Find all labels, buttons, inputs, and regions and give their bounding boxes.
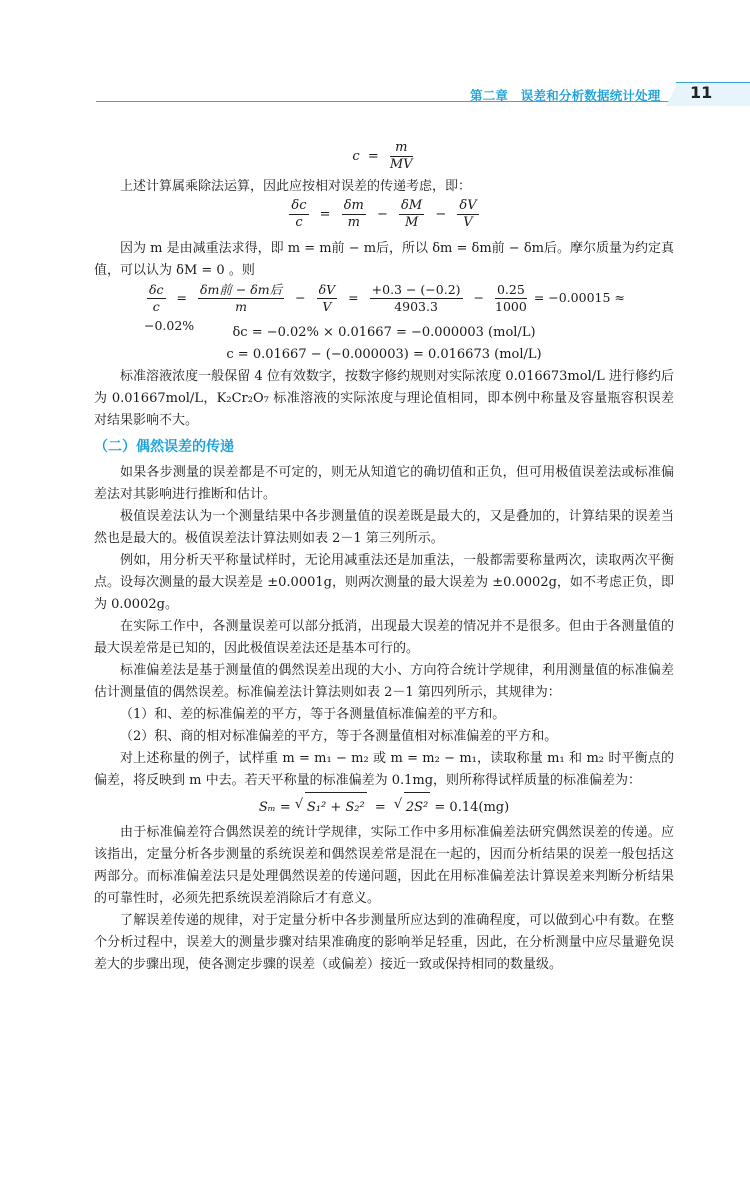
eq6-lhs: Sₘ = (258, 800, 291, 815)
paragraph-4: 如果各步测量的误差都是不可定的，则无从知道它的确切值和正负，但可用极值误差法或标准偏差法对其影响进行推断和估计。 (94, 465, 674, 502)
equation-delta-c: δc = −0.02% × 0.01667 = −0.000003 (mol/L) (232, 325, 536, 340)
eq3-minus-1: − (295, 290, 306, 305)
eq6-result: = 0.14(mg) (434, 800, 510, 815)
eq3-equals-1: = (176, 290, 187, 305)
eq3-term4 (370, 282, 463, 315)
paragraph-1: 上述计算属乘除法运算，因此应按相对误差的传递考虑，即： (120, 179, 472, 194)
eq6-equals: = (374, 800, 386, 815)
section-title: （二）偶然误差的传递 (94, 439, 234, 455)
eq2-t2-num: δm (343, 198, 364, 213)
paragraph-7: 在实际工作中，各测量误差可以部分抵消，出现最大误差的情况并不是很多。但由于各测量值的最大误差常是已知的，因此极值误差法还是基本可行的。 (94, 619, 674, 656)
paragraph-10: （2）积、商的相对标准偏差的平方，等于各测量值相对标准偏差的平方和。 (120, 729, 558, 744)
equation-concentration (94, 140, 674, 176)
eq2-t3-num: δM (401, 198, 423, 213)
eq6-root2: √ 2S² (404, 792, 430, 823)
page-tab-border (676, 82, 750, 83)
eq1-lhs: c (352, 149, 360, 164)
eq3-t1-den: c (152, 299, 160, 314)
equation-relative-error (94, 198, 674, 238)
eq3-t4-num: +0.3 − (−0.2) (371, 282, 461, 297)
paragraph-2: 因为 m 是由减重法求得，即 m = m前 − m后，所以 δm = δm前 − δm后。摩尔质量为约定真值，可以认为 δM = 0 。则 (94, 241, 674, 278)
paragraph-13: 了解误差传递的规律，对于定量分析中各步测量所应达到的准确程度，可以做到心中有数。在整个分析过程中，误差大的测量步骤对结果准确度的影响举足轻重，因此，在分析测量中应尽量避免误差大的步骤出现，使各测定步骤的误差（或偏差）接近一致或保持相同的数量级。 (94, 913, 674, 972)
eq3-t5-den: 1000 (495, 299, 527, 314)
eq3-term3 (317, 282, 338, 315)
eq3-t5-num: 0.25 (496, 282, 525, 297)
eq3-t3-num: δV (318, 282, 336, 297)
paragraph-8: 标准偏差法是基于测量值的偶然误差出现的大小、方向符合统计学规律，利用测量值的标准偏差估计测量值的偶然误差。标准偏差法计算法则如表 2－1 第四列所示，其规律为： (94, 663, 674, 700)
eq3-equals-2: = (348, 290, 359, 305)
paragraph-9: （1）和、差的标准偏差的平方，等于各测量值标准偏差的平方和。 (120, 707, 506, 722)
chapter-title: 第二章 误差和分析数据统计处理 (470, 88, 661, 103)
equation-std-dev (94, 792, 674, 822)
eq1-equals: = (367, 149, 379, 164)
eq2-term1 (289, 198, 308, 231)
eq3-term2 (198, 282, 284, 315)
paragraph-5: 极值误差法认为一个测量结果中各步测量值的误差既是最大的，又是叠加的，计算结果的误差当然也是最大的。极值误差法计算法则如表 2－1 第三列所示。 (94, 509, 674, 546)
page-number: 11 (690, 83, 713, 102)
eq3-term1 (147, 282, 166, 315)
eq3-t3-den: V (322, 299, 332, 314)
eq3-t2-den: m (235, 299, 247, 314)
eq2-t2-den: m (347, 215, 360, 230)
eq2-minus-1: − (377, 207, 388, 222)
eq6-root1: √ S₁² + S₂² (305, 792, 367, 823)
eq1-fraction (390, 140, 413, 173)
eq3-term5 (495, 282, 527, 315)
eq2-term3 (399, 198, 424, 231)
paragraph-12: 由于标准偏差符合偶然误差的统计学规律，实际工作中多用标准偏差法研究偶然误差的传递。应该指出，定量分析各步测量的系统误差和偶然误差常是混在一起的，因而分析结果的误差一般包括这两部分。而标准偏差法只是处理偶然误差的传递问题，因此在用标准偏差法计算误差来判断分析结果的可靠性时，必须先把系统误差消除后才有意义。 (94, 825, 674, 906)
eq3-t1-num: δc (149, 282, 164, 297)
paragraph-6: 例如，用分析天平称量试样时，无论用减重法还是加重法，一般都需要称量两次，读取两次平衡点。设每次测量的最大误差是 ±0.0001g，则两次测量的最大误差为 ±0.0002g，如不考虑正负，即为 0.0002g。 (94, 553, 674, 612)
eq2-minus-2: − (435, 207, 447, 222)
page-tab (676, 82, 750, 106)
page-body (94, 140, 674, 976)
eq3-t2-num: δm前 − δm后 (199, 282, 283, 297)
eq3-t4-den: 4903.3 (394, 299, 438, 314)
eq2-t1-den: c (295, 215, 303, 230)
eq2-term2 (342, 198, 366, 231)
eq2-t3-den: M (404, 215, 419, 230)
eq2-t4-num: δV (459, 198, 477, 213)
eq2-term4 (457, 198, 478, 231)
eq2-equals: = (319, 207, 331, 222)
eq2-t1-num: δc (291, 198, 307, 213)
paragraph-3: 标准溶液浓度一般保留 4 位有效数字，按数字修约规则对实际浓度 0.016673mol/L 进行修约后为 0.01667mol/L，K₂Cr₂O₇ 标准溶液的实际浓度与理论值相同，即本例中称量及容量瓶容积误差对结果影响不大。 (94, 369, 674, 428)
equation-c-value: c = 0.01667 − (−0.000003) = 0.016673 (mol/L) (226, 347, 542, 362)
eq3-result: = −0.00015 ≈ −0.02% (144, 290, 625, 333)
eq1-denominator: MV (389, 157, 413, 172)
eq3-minus-2: − (473, 290, 484, 305)
eq2-t4-den: V (463, 215, 473, 230)
paragraph-11: 对上述称量的例子，试样重 m = m₁ − m₂ 或 m = m₂ − m₁，读取称量 m₁ 和 m₂ 时平衡点的偏差，将反映到 m 中去。若天平称量的标准偏差为 0.1mg，则所称得试样质量的标准偏差为： (94, 751, 674, 788)
eq1-numerator: m (390, 140, 413, 157)
